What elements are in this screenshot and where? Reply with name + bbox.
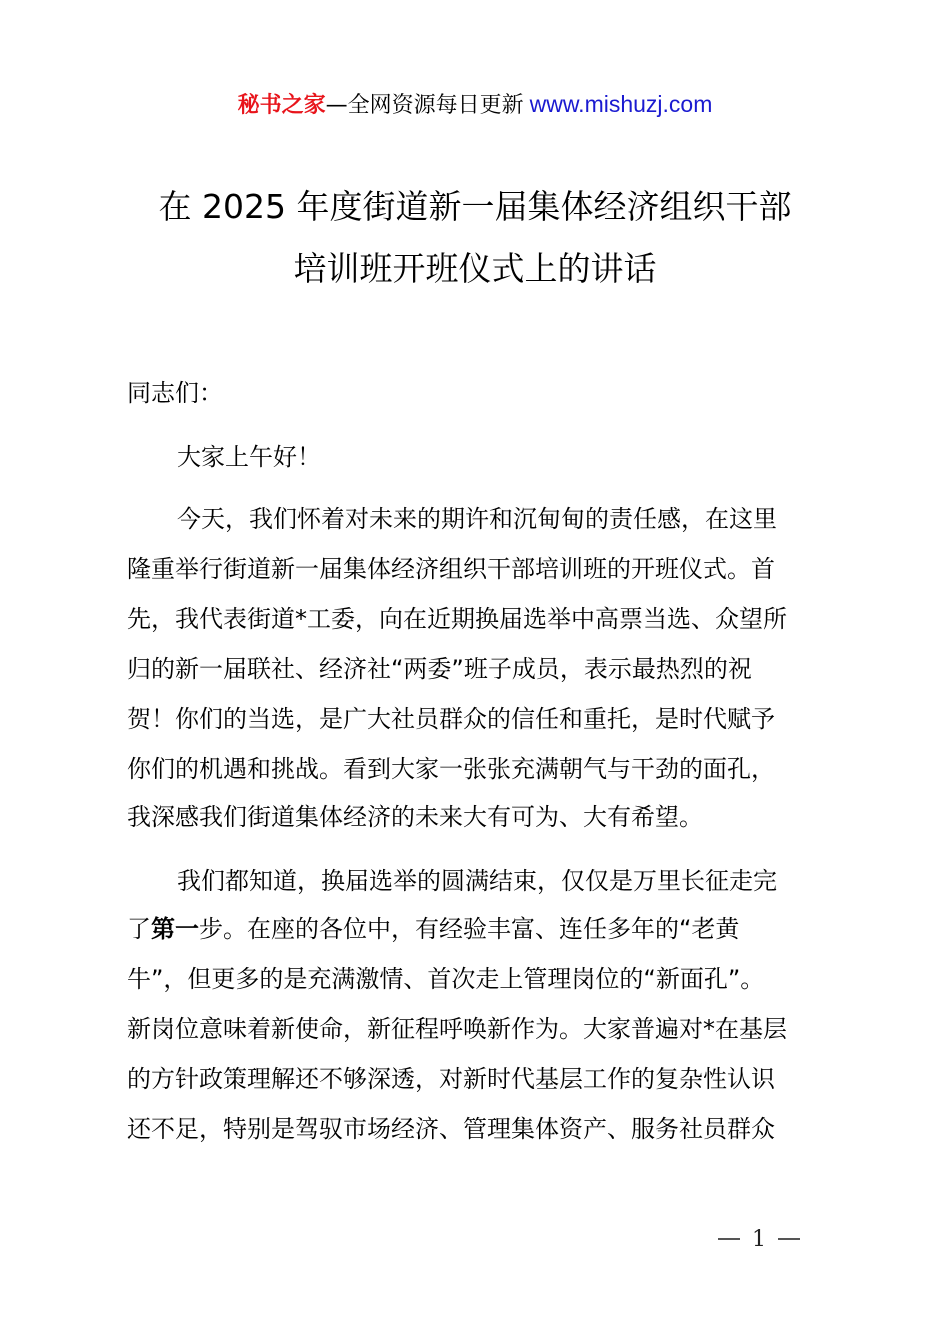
page-number-value: 1 (752, 1226, 766, 1252)
paragraph-1-line: 先，我代表街道*工委，向在近期换届选举中高票当选、众望所 (127, 605, 787, 633)
document-title-line-2: 培训班开班仪式上的讲话 (293, 249, 657, 288)
document-title-line-1: 在 2025 年度街道新一届集体经济组织干部 (158, 187, 792, 226)
header-slogan: —全网资源每日更新 (325, 93, 524, 118)
paragraph-2-line: 新岗位意味着新使命，新征程呼唤新作为。大家普遍对*在基层 (127, 1015, 787, 1043)
page-number-dash-right (778, 1238, 800, 1240)
paragraph-2-line: 还不足，特别是驾驭市场经济、管理集体资产、服务社员群众 (127, 1115, 775, 1143)
paragraph-2-line: 我们都知道，换届选举的圆满结束，仅仅是万里长征走完 (177, 867, 777, 895)
paragraph-1-line: 归的新一届联社、经济社“两委”班子成员，表示最热烈的祝 (127, 655, 752, 683)
text-run: 步。在座的各位中，有经验丰富、连任多年的“老黄 (199, 915, 740, 943)
brand-name: 秘书之家 (237, 93, 326, 118)
paragraph-1-line: 贺！你们的当选，是广大社员群众的信任和重托，是时代赋予 (127, 705, 775, 733)
site-header (0, 86, 950, 124)
paragraph-1-line: 我深感我们街道集体经济的未来大有可为、大有希望。 (127, 803, 703, 831)
page-number (718, 1224, 800, 1254)
paragraph-2-line: 牛”，但更多的是充满激情、首次走上管理岗位的“新面孔”。 (127, 965, 765, 993)
page-number-dash-left (718, 1238, 740, 1240)
bold-text-run: 第一 (151, 915, 199, 943)
paragraph-1-line: 隆重举行街道新一届集体经济组织干部培训班的开班仪式。首 (127, 555, 775, 583)
paragraph-2-line (127, 913, 739, 945)
paragraph-1-line: 今天，我们怀着对未来的期许和沉甸甸的责任感，在这里 (177, 505, 777, 533)
paragraph-2-line: 的方针政策理解还不够深透，对新时代基层工作的复杂性认识 (127, 1065, 775, 1093)
paragraph-1-line: 你们的机遇和挑战。看到大家一张张充满朝气与干劲的面孔， (127, 755, 775, 783)
site-url-link[interactable]: www.mishuzj.com (529, 91, 713, 117)
greeting: 大家上午好！ (177, 443, 321, 471)
salutation: 同志们： (127, 379, 223, 407)
text-run: 了 (127, 915, 151, 943)
